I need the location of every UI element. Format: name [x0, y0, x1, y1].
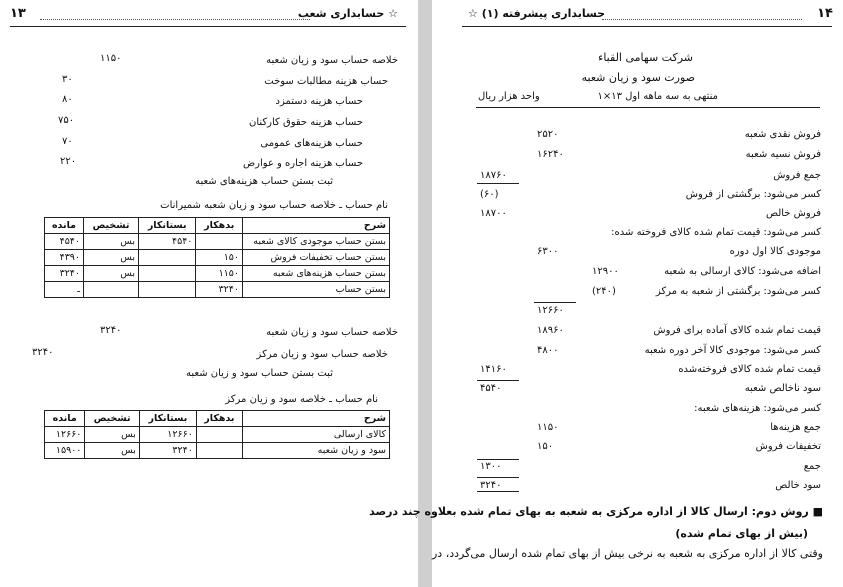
header-rule: [10, 26, 406, 27]
statement-label: فروش نقدی شعبه: [744, 129, 821, 140]
star-icon: ☆: [468, 7, 478, 20]
journal-line: حساب هزینه‌های عمومی: [260, 138, 363, 149]
sum-rule: [477, 183, 519, 184]
statement-amount: ۱۶۲۴۰: [537, 149, 564, 160]
sum-rule: [534, 302, 576, 303]
statement-period: منتهی به سه ماهه اول ۱۳×۱: [597, 91, 718, 102]
statement-amount: ۶۳۰۰: [537, 246, 559, 257]
col-header: تشخیص: [85, 411, 140, 427]
page-number: ۱۴: [817, 6, 833, 21]
statement-amount: ۱۳۰۰: [480, 461, 502, 472]
statement-amount: ۱۲۹۰۰: [592, 266, 619, 277]
statement-amount: (۲۴۰): [592, 286, 616, 297]
statement-label: تخفیفات فروش: [755, 441, 821, 452]
ledger-table: [44, 217, 390, 298]
book-gutter: [418, 0, 432, 587]
statement-amount: (۶۰): [480, 189, 499, 200]
running-title: ☆ حسابداری شعب: [297, 7, 398, 20]
journal-amount: ۳۲۴۰: [100, 325, 122, 336]
sum-rule: [477, 459, 519, 460]
statement-label: سود ناخالص شعبه: [744, 383, 821, 394]
journal-line: حساب هزینه دستمزد: [275, 96, 363, 107]
statement-label: فروش خالص: [765, 208, 821, 219]
col-header: بدهکار: [196, 218, 243, 234]
currency-unit: واحد هزار ریال: [478, 91, 540, 102]
statement-label: قیمت تمام شده کالای فروخته‌شده: [678, 364, 821, 375]
running-title: حسابداری پیشرفته (۱) ☆: [468, 7, 606, 20]
star-icon: ☆: [388, 7, 398, 20]
table-row: بستن حساب موجودی کالای شعبه ۴۵۴۰ بس ۴۵۴۰: [45, 234, 390, 250]
journal-line: خلاصه حساب سود و زیان شعبه: [266, 327, 398, 338]
statement-label: کسر می‌شود: برگشتی از شعبه به مرکز: [655, 286, 821, 297]
journal-amount: ۳۰: [62, 74, 73, 85]
table-row: بستن حساب ۳۲۴۰ ـ: [45, 282, 390, 298]
col-header: مانده: [45, 218, 84, 234]
statement-label: سود خالص: [775, 480, 821, 491]
statement-label: موجودی کالا اول دوره: [729, 246, 821, 257]
statement-label: فروش نسیه شعبه: [745, 149, 821, 160]
journal-line: خلاصه حساب سود و زیان مرکز: [256, 349, 388, 360]
sum-rule: [477, 477, 519, 478]
table-row: کالای ارسالی ۱۲۶۶۰ بس ۱۲۶۶۰: [45, 427, 390, 443]
page-number: ۱۳: [10, 6, 26, 21]
statement-amount: ۱۸۷۶۰: [480, 170, 507, 181]
col-header: بستانکار: [139, 218, 196, 234]
journal-amount: ۷۰: [62, 136, 73, 147]
journal-amount: ۳۲۴۰: [32, 347, 54, 358]
table-row: سود و زیان شعبه ۳۲۴۰ بس ۱۵۹۰۰: [45, 443, 390, 459]
journal-line: حساب هزینه مطالبات سوخت: [264, 76, 388, 87]
statement-label: کسر می‌شود: برگشتی از فروش: [685, 189, 821, 200]
col-header: بدهکار: [196, 411, 242, 427]
statement-label: کسر می‌شود: هزینه‌های شعبه:: [694, 403, 821, 414]
journal-line: حساب هزینه حقوق کارکنان: [248, 117, 363, 128]
col-header: شرح: [243, 411, 390, 427]
journal-note: ثبت بستن حساب هزینه‌های شعبه: [195, 176, 333, 187]
statement-amount: ۱۴۱۶۰: [480, 364, 507, 375]
table-row: بستن حساب هزینه‌های شعبه ۱۱۵۰ بس ۳۲۴۰: [45, 266, 390, 282]
title-rule: [476, 107, 820, 108]
col-header: تشخیص: [84, 218, 139, 234]
statement-amount: ۳۲۴۰: [480, 480, 502, 491]
table-row: بستن حساب تخفیفات فروش ۱۵۰ بس ۴۳۹۰: [45, 250, 390, 266]
ledger-table: [44, 410, 390, 459]
journal-amount: ۲۲۰: [60, 156, 77, 167]
journal-line: خلاصه حساب سود و زیان شعبه: [266, 55, 398, 66]
statement-title: صورت سود و زیان شعبه: [581, 71, 695, 84]
col-header: شرح: [243, 218, 390, 234]
ledger-title: نام حساب ـ خلاصه سود و زیان مرکز: [225, 394, 378, 405]
company-name: شرکت سهامی القباء: [598, 51, 693, 64]
journal-amount: ۱۱۵۰: [100, 53, 122, 64]
col-header: مانده: [45, 411, 85, 427]
statement-label: قیمت تمام شده کالای آماده برای فروش: [653, 325, 821, 336]
statement-label: کسر می‌شود: قیمت تمام شده کالای فروخته شده:: [611, 227, 821, 238]
left-page: [0, 0, 418, 587]
paragraph-text: وقتی کالا از اداره مرکزی به شعبه به نرخی بیش از بهای تمام شده ارسال می‌گردد، در: [431, 547, 823, 560]
header-dotted-rule: [602, 19, 802, 20]
header-dotted-rule: [40, 19, 310, 20]
ledger-title: نام حساب ـ خلاصه حساب سود و زیان شعبه شمیرانات: [160, 200, 388, 211]
statement-amount: ۱۵۰: [537, 441, 554, 452]
statement-label: جمع فروش: [773, 170, 821, 181]
sum-rule: [477, 491, 519, 492]
header-rule: [462, 26, 832, 27]
statement-amount: ۲۵۲۰: [537, 129, 559, 140]
method-heading-cont: (بیش از بهای تمام شده): [675, 527, 808, 540]
journal-note: ثبت بستن حساب سود و زیان شعبه: [185, 368, 333, 379]
journal-line: حساب هزینه اجاره و عوارض: [243, 158, 363, 169]
statement-amount: ۱۸۹۶۰: [537, 325, 564, 336]
method-heading: ■ روش دوم: ارسال کالا از اداره مرکزی به شعبه به بهای تمام شده بعلاوه چند درصد: [369, 505, 823, 518]
sum-rule: [477, 380, 519, 381]
statement-amount: ۱۸۷۰۰: [480, 208, 507, 219]
statement-amount: ۱۲۶۶۰: [537, 305, 564, 316]
statement-label: جمع: [803, 461, 821, 472]
statement-label: جمع هزینه‌ها: [770, 422, 821, 433]
statement-amount: ۱۱۵۰: [537, 422, 559, 433]
statement-amount: ۴۸۰۰: [537, 345, 559, 356]
statement-label: کسر می‌شود: موجودی کالا آخر دوره شعبه: [644, 345, 821, 356]
journal-amount: ۷۵۰: [58, 115, 75, 126]
journal-amount: ۸۰: [62, 94, 73, 105]
statement-amount: ۴۵۴۰: [480, 383, 502, 394]
statement-label: اضافه می‌شود: کالای ارسالی به شعبه: [664, 266, 821, 277]
col-header: بستانکار: [139, 411, 196, 427]
